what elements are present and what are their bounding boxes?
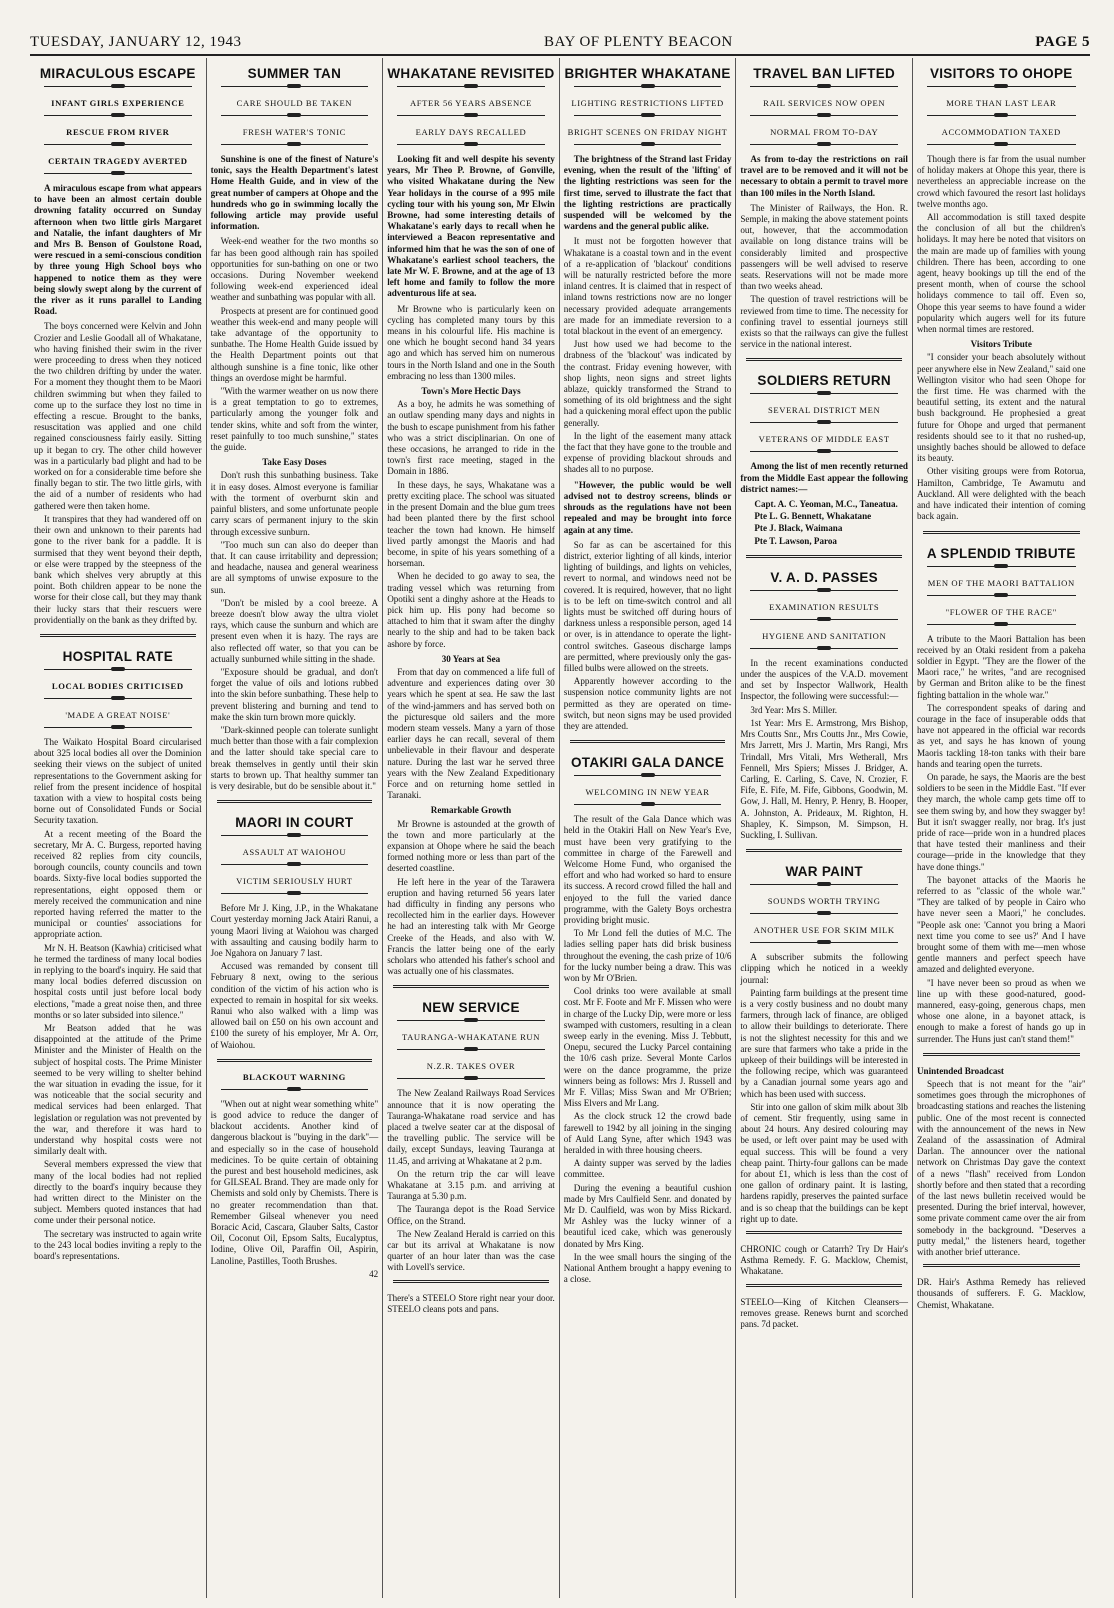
- headline: SOLDIERS RETURN: [757, 373, 891, 389]
- paper-name: BAY OF PLENTY BEACON: [543, 34, 733, 50]
- paragraph: Several members expressed the view that many of the local bodies had not replied directly to the board's inquiry because they had written direct to the Minister on the subject. Members quoted instances that had come under their personal notice.: [34, 1159, 202, 1226]
- column-3: [383, 58, 560, 1598]
- headline: MIRACULOUS ESCAPE: [39, 66, 196, 81]
- story-maori-in-court: [211, 815, 379, 1051]
- subhead: RESCUE FROM RIVER: [66, 127, 170, 137]
- divider: [750, 422, 898, 428]
- story-splendid-tribute: [917, 546, 1086, 1045]
- story-otakiri-gala-dance: [564, 755, 732, 1285]
- story-miraculous-escape: [34, 66, 202, 626]
- section-subhead: Visitors Tribute: [970, 339, 1032, 350]
- section-subhead: Unintended Broadcast: [916, 1065, 1004, 1076]
- story-hospital-rate: [34, 649, 202, 1262]
- divider: [221, 1089, 369, 1095]
- section-rule: [570, 740, 726, 747]
- paragraph: "Don't be misled by a cool breeze. A breeze doesn't blow away the ultra violet rays, which cause the sunburn and which are present even when it is hazy. The rays are also reflected off water, so that you can be actually sunburned while sitting in the shade.: [210, 597, 379, 664]
- paragraph: When he decided to go away to sea, the trading vessel which was returning from Opotiki sent a dinghy ashore at the Heads to pick him up. His pony had become so attached to him that it swam after the dinghy nearly to the ship and had to be taken back ashore by force.: [387, 571, 555, 649]
- paragraph: Just how used we had become to the drabness of the 'blackout' was indicated by the contrast. Friday evening however, with shop lights, neon signs and street lights ablaze, quickly transformed the Strand to something of its old brightness and the sight had a quickening moral effect upon the public generally.: [563, 339, 732, 428]
- lead-paragraph: Looking fit and well despite his seventy years, Mr Theo P. Browne, of Gonville, who visited Whakatane during the New Year holidays in the course of a 995 mile cycling tour with his young son, Mr Elwin Browne, had some interesting details of Whakatane's early days to recall when he interviewed a Beacon representative and informed him that he was the son of one of Whakatane's earliest school teachers, the late Mr W. F. Browne, and at the age of 13 left home and family to follow the more adventurous life at sea.: [387, 154, 555, 299]
- subhead: SOUNDS WORTH TRYING: [767, 896, 881, 907]
- paragraph: As the clock struck 12 the crowd bade farewell to 1942 by all joining in the singing of Auld Lang Syne, after which 1943 was heralded in with three housing cheers.: [563, 1111, 732, 1156]
- paragraph: Apparently however according to the suspension notice community lights are not permitted as they are operated on time-switch, but neon signs may be used provided they are attended.: [563, 676, 732, 731]
- headline: TRAVEL BAN LIFTED: [753, 66, 896, 81]
- paragraph: Before Mr J. King, J.P., in the Whakatane Court yesterday morning Jack Atairi Ranui, a young Maori living at Waiohou was charged with assaulting and causing bodily harm to Joe Ngahora on January 7 last.: [210, 903, 379, 958]
- issue-date: TUESDAY, JANUARY 12, 1943: [30, 34, 242, 50]
- section-rule: [746, 555, 902, 562]
- paragraph: From that day on commenced a life full of adventure and experiences dating over 30 years which he spent at sea. He saw the last of the wind-jammers and has served both on the picturesque old sailers and the more modern steam vessels. Many a yarn of those earlier days he can recall, several of them unbelievable in their flavour and desperate nature. During the last war he served three years with the New Zealand Expeditionary Force and on returning home settled in Taranaki.: [387, 666, 555, 801]
- paragraph: To Mr Lond fell the duties of M.C. The ladies selling paper hats did brisk business throughout the evening, the cash prize of 10/6 for the lucky number being a draw. This was won by Mr O'Brien.: [563, 928, 732, 983]
- divider: [927, 115, 1076, 121]
- paragraph: "With the warmer weather on us now there is a great temptation to go to extremes, particularly among the younger folk and tender skins, white and soft from the winter, reset painfully to too much sunshine," states the guide.: [210, 386, 379, 453]
- divider: [397, 1049, 545, 1055]
- divider: [44, 86, 192, 92]
- headline: WAR PAINT: [785, 864, 863, 880]
- subhead: SEVERAL DISTRICT MEN: [768, 405, 881, 416]
- paragraph: Stir into one gallon of skim milk about 3lb of cement. Stir frequently, using same in about 24 hours. Any desired colouring may be used, or left over paint may be used with equal success. This will be found a very cheap paint. Thirty-four gallons can be made for about £1, which is less than the cost of one gallon of ordinary paint. It is lasting, hardens rapidly, preserves the painted surface and is so cheap that the buildings can be kept right up to date.: [740, 1101, 908, 1224]
- divider: [44, 115, 192, 121]
- paragraph: A dainty supper was served by the ladies committee.: [563, 1158, 732, 1180]
- section-subhead: Remarkable Growth: [430, 805, 512, 816]
- paragraph: As a boy, he admits he was something of an outlaw spending many days and nights in the bush to escape punishment from his father who was a strict disciplinarian. On one of these occasions, he arranged to ride in the town's first race meeting, staged in the Domain in 1886.: [387, 399, 555, 477]
- section-rule: [923, 1264, 1080, 1271]
- divider: [574, 115, 722, 121]
- section-rule: [40, 634, 196, 641]
- subhead: ACCOMMODATION TAXED: [941, 127, 1061, 137]
- name-entry: Pte J. Black, Waimana: [754, 523, 843, 534]
- section-rule: [746, 1231, 902, 1238]
- asthma-ad: DR. Hair's Asthma Remedy has relieved thousands of sufferers. F. G. Macklow, Chemist, Whakatane.: [916, 1277, 1086, 1310]
- divider: [574, 86, 722, 92]
- story-whakatane-revisited: [387, 66, 555, 977]
- story-summer-tan: [211, 66, 379, 792]
- paragraph: A subscriber submits the following clipping which he noticed in a weekly journal:: [740, 952, 908, 985]
- divider: [750, 451, 898, 457]
- paragraph: "I consider your beach absolutely without peer anywhere else in New Zealand," said one Wellington visitor who had seen Ohope for the first time. He was charmed with the beautiful setting, its extent and the natural bush background. He prophesied a great future for Ohope and urged that permanent residents should see to it that no rushed-up, unsightly baches should be allowed to deface its beauty.: [916, 352, 1086, 464]
- headline: V. A. D. PASSES: [770, 569, 878, 585]
- divider: [44, 144, 192, 150]
- story-war-paint: [740, 864, 908, 1330]
- subhead: VETERANS OF MIDDLE EAST: [758, 434, 890, 445]
- ad-number: 42: [369, 1268, 379, 1279]
- section-rule: [217, 1059, 373, 1066]
- subhead: HYGIENE AND SANITATION: [762, 630, 887, 641]
- divider: [927, 144, 1076, 150]
- paragraph: All accommodation is still taxed despite the conclusion of all but the children's holidays. It may here be noted that visitors on the main are made up of families with young children. There has been, according to one agent, heavy bookings up till the end of the present month, when of course the school holidays commence to tail off. Even so, Ohope this year seems to have found a wider popularity which augers well for its future when normal times are restored.: [916, 212, 1086, 335]
- section-rule: [746, 849, 902, 856]
- divider: [397, 115, 545, 121]
- divider: [750, 942, 898, 948]
- steelo-ad: STEELO—King of Kitchen Cleansers—removes grease. Renews burnt and scorched pans. 7d packet.: [740, 1296, 908, 1330]
- paragraph: In these days, he says, Whakatane was a pretty exciting place. The school was situated in the present Domain and the blue gum trees had been planted there by the first school teacher the town had known. He himself lived partly amongst the Maoris and had become, in spite of his years something of a horseman.: [387, 479, 555, 569]
- masthead: [30, 32, 1090, 56]
- paragraph: A tribute to the Maori Battalion has been received by an Otaki resident from a pakeha soldier in Egypt. "They are the flower of the Maori race," he writes, "and are recognised by German and Briton alike to be the finest fighting battalion in the whole war.": [916, 633, 1086, 700]
- divider: [750, 648, 898, 654]
- divider: [397, 86, 545, 92]
- subhead: EARLY DAYS RECALLED: [415, 127, 527, 137]
- divider: [750, 115, 898, 121]
- headline: MAORI IN COURT: [235, 815, 354, 831]
- subhead: EXAMINATION RESULTS: [769, 601, 880, 612]
- subhead: MORE THAN LAST LEAR: [946, 98, 1057, 108]
- paragraph: "I have never been so proud as when we line up with these good-natured, good-mannered, easy-going, generous chaps, men whose one alone, in a bayonet attack, is enough to make a forest of hands go up in surrender. The Huns just can't stand them!": [916, 977, 1086, 1044]
- paragraph: "Dark-skinned people can tolerate sunlight much better than those with a fair complexion and the latter should take special care to break themselves in gently until their skin starts to brown up. That healthy summer tan is very desirable, but do be sensible about it.": [210, 724, 379, 791]
- headline: HOSPITAL RATE: [62, 648, 173, 664]
- divider: [750, 590, 898, 596]
- headline: NEW SERVICE: [422, 1000, 520, 1016]
- paragraph: Mr N. H. Beatson (Kawhia) criticised what he termed the tardiness of many local bodies in replying to the board's inquiry. He said that many local bodies deferred discussion on hospital costs until just before local body elections, "made a great noise then, and three months or so later subsided into silence.": [34, 942, 202, 1020]
- divider: [574, 775, 722, 781]
- column-5: [736, 58, 913, 1598]
- lead-paragraph: As from to-day the restrictions on rail travel are to be removed and it will not be necessary to obtain a permit to travel more than 100 miles in the North Island.: [740, 154, 908, 198]
- paragraph: On the return trip the car will leave Whakatane at 3.15 p.m. and arriving at Tauranga at 5.30 p.m.: [387, 1168, 555, 1202]
- paragraph: The Waikato Hospital Board circularised about 325 local bodies all over the Dominion seeking their views on the subject of united representations to the Government asking for relief from the present incidence of hospital taxation with a view to hospital costs being borne out of Consolidated Funds or Social Security taxation.: [34, 736, 202, 826]
- paragraph: During the evening a beautiful cushion made by Mrs Caulfield Senr. and donated by Mr D. Caulfield, was won by Miss Rickard. Mr Ashley was the lucky winner of a beautiful iced cake, which was generously donated by Mrs King.: [563, 1182, 732, 1249]
- paragraph: In the recent examinations conducted under the auspices of the V.A.D. movement and set by Inspector Wallwork, Health Inspector, the following were successful:—: [740, 657, 908, 702]
- paragraph: Though there is far from the usual number of holiday makers at Ohope this year, there is nevertheless an appreciable increase on the crowd which favoured the resort last holidays twelve months ago.: [916, 154, 1086, 209]
- subhead: MEN OF THE MAORI BATTALION: [927, 577, 1075, 588]
- column-4: [560, 58, 737, 1598]
- paragraph: Speech that is not meant for the "air" sometimes goes through the microphones of broadcasting stations and reaches the listening public. One of the most recent is connected with the announcement of the news in New Zealand of the assassination of Admiral Darlan. The announcer over the national network on Christmas Day gave the context of a news "flash" received from London shortly before and then stated that a recording of the last news bulletin received would be presented. During the brief interval, however, some private comment came over the air from somebody in the background. "Deserves a putty medal," the listeners heard, together with another brief utterance.: [916, 1079, 1086, 1258]
- subhead: INFANT GIRLS EXPERIENCE: [51, 98, 185, 108]
- divider: [927, 624, 1076, 630]
- divider: [221, 115, 369, 121]
- name-entry: Pte L. G. Bennett, Whakatane: [754, 511, 872, 522]
- section-subhead: 30 Years at Sea: [441, 653, 501, 664]
- section-rule: [746, 1284, 902, 1291]
- subhead: LIGHTING RESTRICTIONS LIFTED: [571, 98, 724, 108]
- section-rule: [393, 985, 549, 992]
- divider: [44, 727, 192, 733]
- paragraph: Don't rush this sunbathing business. Take it in easy doses. Almost everyone is familiar with the torment of overburnt skin and painful blisters, and some unfortunate people carry scars of permanent injury to the skin through excessive sunburn.: [210, 470, 379, 537]
- paragraph: Cool drinks too were available at small cost. Mr F. Foote and Mr F. Missen who were in charge of the Lucky Dip, were more or less swamped with customers, resulting in a clean sweep early in the evening. Miss J. Tebbutt, Onepu, secured the Lucky Parcel containing the 10/6 cash prize. Several Monte Carlos were on the dance programme, the prize winners being as follows: Mrs J. Russell and Mr F. Villas; Miss Swan and Mr O'Brien; Miss Elvers and Mr Lang.: [563, 986, 732, 1109]
- divider: [44, 669, 192, 675]
- section-rule: [746, 358, 902, 365]
- lead-paragraph: Sunshine is one of the finest of Nature's tonic, says the Health Department's latest Home Health Guide, and in view of the great number of campers at Ohope and the hundreds who go in swimming locally the following article may provide useful information.: [210, 154, 379, 232]
- paragraph: Prospects at present are for continued good weather this week-end and many people will take advantage of the opportunity to sunbathe. The Home Health Guide issued by the Health Department points out that although sunshine is a fine tonic, like other things an overdose might be harmful.: [210, 305, 379, 383]
- paragraph: Week-end weather for the two months so far has been good although rain has spoiled opportunities for sun-bathing on one or two occasions. During November weekend following week-end experienced ideal weather and sunbathing was popular with all.: [210, 236, 379, 303]
- section-rule: [217, 800, 373, 807]
- column-2: [207, 58, 384, 1598]
- divider: [927, 86, 1076, 92]
- headline: A SPLENDID TRIBUTE: [926, 545, 1076, 561]
- paragraph: Mr Beatson added that he was disappointed at the attitude of the Prime Minister and the Minister of Health on the subject of hospital costs. The Prime Minister seemed to be very willing to shelter behind the war situation in evading the issue, for it was noticeable that the social security and medical services had been enlarged. That legislation or regulation was not prevented by the war, and therefore it was hard to understand why hospital costs were not similarly dealt with.: [34, 1023, 202, 1157]
- paragraph: In the light of the easement many attack the fact that they have gone to the trouble and expense of providing blackout shrouds and shades all to no purpose.: [563, 430, 732, 475]
- paragraph: The New Zealand Railways Road Services announce that it is now operating the Tauranga-Whakatane road service and has placed a twelve seater car at the disposal of the travelling public. The service will be daily, except Sundays, leaving Tauranga at 11.45, and arriving at Whakatane at 2 p.m.: [387, 1088, 555, 1166]
- headline: OTAKIRI GALA DANCE: [571, 755, 725, 771]
- divider: [397, 144, 545, 150]
- divider: [750, 913, 898, 919]
- divider: [927, 595, 1076, 601]
- story-vad-passes: [740, 570, 908, 841]
- paragraph: So far as can be ascertained for this district, exterior lighting of all kinds, interior lighting of buildings, and lights on vehicles, revert to normal, and windows need not be covered. It is required, however, that no light is to be left on time-switch control and all lights must be switched off during hours of darkness unless a responsible person, aged 14 or over, is in attendance to operate the light-control switches. Gaseous discharge lamps are permitted, where previously only the gas-filled bulbs were allowed on the streets.: [563, 539, 732, 673]
- subhead: ANOTHER USE FOR SKIM MILK: [753, 925, 895, 936]
- paragraph: "When out at night wear something white" is good advice to reduce the danger of blackout accidents. Another kind of dangerous blackout is "buying in the dark"— and especially so in the case of household medicines. To be quite certain of obtaining the purest and best household medicines, ask for GILSEAL Brand. They are made only for Chemists and sold only by Chemists. There is no greater recommendation than that. Remember Gilseal whenever you need Boracic Acid, Cascara, Glauber Salts, Castor Oil, Coconut Oil, Epsom Salts, Eucalyptus, Iodine, Olive Oil, Paraffin Oil, Aspirin, Lanoline, Pastilles, Tooth Brushes.: [210, 1098, 379, 1266]
- paragraph: The question of travel restrictions will be reviewed from time to time. The necessity for confining travel to essential journeys still exists so that the railways can give the fullest service in the national interest.: [740, 294, 908, 350]
- section-subhead: Take Easy Doses: [262, 457, 327, 468]
- column-6: [913, 58, 1090, 1598]
- divider: [750, 393, 898, 399]
- asthma-ad: CHRONIC cough or Catarrh? Try Dr Hair's Asthma Remedy. F. G. Macklow, Chemist, Whakatane.: [740, 1244, 908, 1277]
- subhead: TAURANGA-WHAKATANE RUN: [401, 1032, 541, 1043]
- headline: WHAKATANE REVISITED: [387, 66, 555, 81]
- paragraph: In the wee small hours the singing of the National Anthem brought a happy evening to a close.: [563, 1251, 732, 1285]
- headline: SUMMER TAN: [247, 66, 342, 81]
- name-entry: Pte T. Lawson, Paroa: [754, 535, 837, 546]
- divider: [927, 566, 1076, 572]
- divider: [221, 864, 369, 870]
- subhead: AFTER 56 YEARS ABSENCE: [409, 98, 532, 108]
- subhead: FRESH WATER'S TONIC: [242, 127, 346, 137]
- name-entry: Capt. A. C. Yeoman, M.C., Taneatua.: [754, 499, 898, 510]
- story-blackout-warning: [211, 1072, 379, 1280]
- columns: [30, 58, 1090, 1598]
- story-travel-ban-lifted: [740, 66, 908, 350]
- paragraph: He left here in the year of the Tarawera eruption and having returned 56 years later had difficulty in finding any persons who recollected him in the earlier days. However he had an interesting talk with Mr George Creeke of the Heads, and also with W. Francis the latter being one of the early scholars who attended his father's school and was actually one of his classmates.: [387, 876, 555, 977]
- headline: VISITORS TO OHOPE: [929, 66, 1073, 81]
- paragraph: The Tauranga depot is the Road Service Office, on the Strand.: [387, 1204, 555, 1226]
- paragraph: The result of the Gala Dance which was held in the Otakiri Hall on New Year's Eve, must have been very gratifying to the committee in charge of the Farewell and Welcome Home Fund, who organised the effort and who had worked so hard to ensure its success. A record crowd filled the hall and enjoyed to the full the varied dance programme, with the Galety Boys orchestra providing bright music.: [563, 814, 732, 925]
- paragraph: The bayonet attacks of the Maoris he referred to as "classic of the whole war." "They are talked of by people in Cairo who have never seen a Maori," he concludes. "People ask one: 'Cannot you bring a Maori next time you come to see us?' And I have brought some of them with me—men whose gentle manners and perfect speech have amazed and delighted everyone.: [916, 874, 1086, 975]
- column-1: [30, 58, 207, 1598]
- subhead: "FLOWER OF THE RACE": [945, 606, 1057, 617]
- divider: [44, 698, 192, 704]
- subhead: CARE SHOULD BE TAKEN: [236, 98, 353, 108]
- headline: BLACKOUT WARNING: [242, 1071, 346, 1082]
- paragraph: The secretary was instructed to again write to the 243 local bodies inviting a reply to the board's representations.: [34, 1228, 202, 1262]
- subhead: LOCAL BODIES CRITICISED: [51, 680, 184, 691]
- section-rule: [923, 1053, 1080, 1060]
- subhead: VICTIM SERIOUSLY HURT: [236, 876, 353, 887]
- divider: [750, 884, 898, 890]
- divider: [574, 144, 722, 150]
- divider: [397, 1078, 545, 1084]
- subhead: N.Z.R. TAKES OVER: [426, 1061, 516, 1072]
- story-brighter-whakatane: [564, 66, 732, 732]
- paragraph: Accused was remanded by consent till February 8 next, owing to the serious condition of the victim of his action who is expected to remain in hospital for six weeks. Ranui who also walked with a limp was allowed bail on £50 on his own account and £100 the surety of his employer, Mr A. Orr, of Waiohou.: [210, 961, 379, 1050]
- divider: [221, 893, 369, 899]
- page-number: PAGE 5: [1035, 34, 1090, 50]
- subhead: CERTAIN TRAGEDY AVERTED: [48, 156, 188, 166]
- subhead: BRIGHT SCENES ON FRIDAY NIGHT: [567, 127, 728, 137]
- divider: [750, 86, 898, 92]
- steelo-ad: There's a STEELO Store right near your door. STEELO cleans pots and pans.: [387, 1292, 555, 1314]
- headline: BRIGHTER WHAKATANE: [564, 66, 731, 81]
- paragraph: The correspondent speaks of daring and courage in the face of insuperable odds that have not appeared in the official war records as yet, and says he has known of young Maoris tackling 18-ton tanks with their bare hands and tearing open the turrets.: [916, 702, 1086, 769]
- paragraph: The New Zealand Herald is carried on this car but its arrival at Whakatane is now quarter of an hour later than was the case with Lovell's service.: [387, 1228, 555, 1273]
- story-soldiers-return: [740, 373, 908, 546]
- paragraph: On parade, he says, the Maoris are the best soldiers to be seen in the Middle East. "If ever they march, the whole camp gets time off to see them swing by, and how they swagger by! But it isn't swagger really, nor brag. It's just pride of race—pride won in a hundred places that have tested their manliness and their courage—pride in the knowledge that they have done things.": [916, 771, 1086, 872]
- divider: [750, 144, 898, 150]
- divider: [574, 804, 722, 810]
- subhead: ASSAULT AT WAIOHOU: [242, 847, 347, 858]
- story-visitors-to-ohope: [917, 66, 1086, 523]
- paragraph: Mr Browne who is particularly keen on cycling has completed many tours by this means in his colourful life. His machine is one which he bought second hand 34 years ago and which has served him on numerous tours in the North Island and one in the South embracing no less than 1300 miles.: [387, 303, 555, 381]
- subhead: RAIL SERVICES NOW OPEN: [763, 98, 886, 108]
- paragraph: The boys concerned were Kelvin and John Crozier and Leslie Goodall all of Whakatane, who having finished their swim in the river were proceeding to dress when they noticed the two children drifting by under the water. For a moment they thought them to be Maori children swimming but when they failed to come up to the surface they lost no time in effecting a rescue. Brought to the banks, resuscitation was applied and one child regained consciousness fairly easily. Sitting up it began to cry. The other child however was in a particularly bad plight and had to be worked on for a considerable time before she finally began to stir. The two little girls, with the aid of a number of residents who had gathered were then taken home.: [34, 321, 202, 511]
- divider: [750, 619, 898, 625]
- subhead: NORMAL FROM TO-DAY: [770, 127, 879, 137]
- lead-paragraph: Among the list of men recently returned from the Middle East appear the following district names:—: [740, 461, 908, 494]
- subhead: 'MADE A GREAT NOISE': [65, 709, 171, 720]
- section-rule: [923, 531, 1080, 538]
- paragraph: Other visiting groups were from Rotorua, Hamilton, Cambridge, Te Awamutu and Auckland. All were delighted with the beach and have indicated their intention of coming back again.: [916, 466, 1086, 522]
- quote-paragraph: "However, the public would be well advised not to destroy screens, blinds or shrouds as the regulations have not been repealed and may be brought into force again at any time.: [563, 479, 732, 535]
- story-new-service: [387, 1000, 555, 1315]
- section-rule: [393, 1280, 549, 1287]
- paragraph: At a recent meeting of the Board the secretary, Mr A. C. Burgess, reported having received 82 replies from city councils, borough councils, county councils and town boards. Sixty-five local bodies supported the representations, eight opposed them or merely received the communication and nine reported having referred the matter to the municipal or counties' associations for appropriate action.: [34, 828, 202, 940]
- paragraph: 1st Year: Mrs E. Armstrong, Mrs Bishop, Mrs Coutts Snr., Mrs Coutts Jnr., Mrs Cowie, Mrs Jarrett, Mrs J. Martin, Mrs Rangi, Mrs Trindall, Mrs Vitali, Mrs Wetherall, Mrs Fennell, Mrs Spiers; Misses J. Bridger, A. Carling, E. Carling, S. Cave, N. Crozier, F. Fife, E. Fife, M. Fife, Gibbons, Goodwin, M. Gow, J. Hall, M. Henry, P. Henry, B. Hooper, A. Johnston, A. Prideaux, M. Righton, H. Shapley, K. Simpson, M. Simpson, H. Suckling, I. Sullivan.: [740, 717, 908, 840]
- paragraph: 3rd Year: Mrs S. Miller.: [750, 704, 838, 715]
- paragraph: "Exposure should be gradual, and don't forget the value of oils and lotions rubbed into the skin before sunbathing. These help to prevent blistering and burning and tend to make the skin turn brown more quickly.: [210, 666, 379, 722]
- paragraph: The Minister of Railways, the Hon. R. Semple, in making the above statement points out, however, that the accommodation available on long distance trains will be considerably limited and prospective passengers will be well advised to reserve seats. Reservations will not be made more than two weeks ahead.: [740, 202, 908, 292]
- story-unintended-broadcast: [917, 1066, 1086, 1311]
- section-subhead: Town's More Hectic Days: [421, 386, 521, 397]
- subhead: WELCOMING IN NEW YEAR: [585, 787, 710, 798]
- paragraph: Painting farm buildings at the present time is a very costly business and no doubt many farmers, through lack of finance, are obliged to allow their buildings to deteriorate. There is not the slightest necessity for this and we are sure that farmers who take a pride in the upkeep of their buildings will be interested in the following recipe, which was guaranteed by a Canadian journal some years ago and which has been used with success.: [740, 987, 908, 1099]
- divider: [221, 86, 369, 92]
- divider: [221, 835, 369, 841]
- divider: [44, 173, 192, 179]
- paragraph: Mr Browne is astounded at the growth of the town and more particularly at the expansion at Ohope where he said the beach formed nothing more or less than part of the deserted coastline.: [387, 818, 555, 874]
- paragraph: It must not be forgotten however that Whakatane is a coastal town and in the event of a re-application of 'blackout' conditions will be naturally restricted before the more inland centres. It is claimed that in respect of inland towns restrictions now are no longer necessary provided adequate arrangements are made for an immediate reversion to a total blackout in the event of an emergency.: [563, 236, 732, 337]
- divider: [397, 1020, 545, 1026]
- paragraph: It transpires that they had wandered off on their own and unknown to their parents had gone to the river bank for a paddle. It is surmised that they went beyond their depth, or else were trapped by the steepness of the bank which shelves very abruptly at this point. Both children appear to be none the worse for their close call, but they may thank their lucky stars that their rescuers were providentially on the bank as they drifted by.: [34, 513, 202, 625]
- paragraph: "Too much sun can also do deeper than that. It can cause irritability and depression; and headache, nausea and general weariness are all symptoms of unwise exposure to the sun.: [210, 539, 379, 595]
- lead-paragraph: A miraculous escape from what appears to have been an almost certain double drowning fatality occurred on Sunday afternoon when two little girls Margaret and Natalie, the infant daughters of Mr and Mrs B. Benson of Goulstone Road, were rescued in a semi-conscious condition by three young High School boys who happened to notice them as they were being slowly swept along by the current of the river as it runs parallel to Landing Road.: [34, 183, 202, 317]
- lead-paragraph: The brightness of the Strand last Friday evening, when the result of the 'lifting' of the lighting restrictions was seen for the first time, served to illustrate the fact that the lighting restrictions are practically suspended will be welcomed by the wardens and the general public alike.: [563, 154, 732, 232]
- divider: [221, 144, 369, 150]
